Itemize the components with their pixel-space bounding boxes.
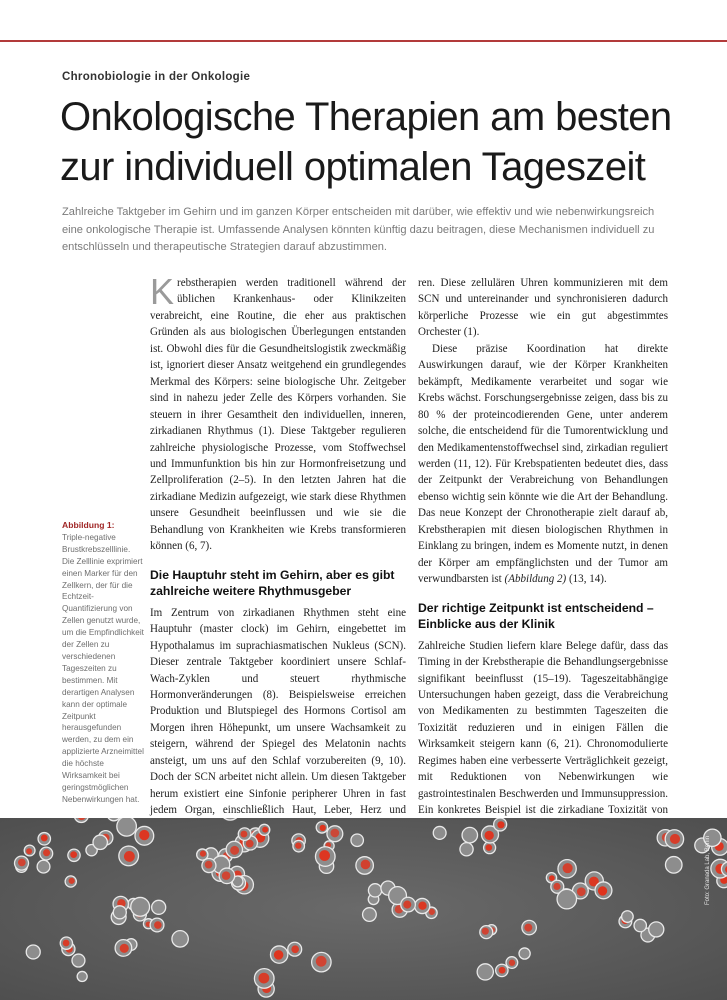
cell <box>93 835 107 849</box>
cell-nucleus <box>154 921 162 929</box>
cell-nucleus <box>598 886 607 895</box>
lead-paragraph: Zahlreiche Taktgeber im Gehirn und im ganzen Körper entscheiden mit darüber, wie effektiv und wie nebenwirkungsreich eine onkologische Therapie ist. Umfassende Analysen könnten künftig dazu beitragen, diese Mechanismen individuell zu entschlüsseln und therapeutische Strategien darauf abzustimmen. <box>62 206 655 254</box>
cell-nucleus <box>43 849 50 856</box>
article-title <box>60 92 700 192</box>
cell <box>363 908 377 922</box>
cell-nucleus <box>320 825 326 831</box>
cell <box>152 900 166 914</box>
cell-nucleus <box>577 887 586 896</box>
cell-nucleus <box>222 871 231 880</box>
figure-reference: (Abbildung 2) <box>504 573 567 586</box>
cell <box>77 971 87 981</box>
cell <box>519 948 530 959</box>
col2-paragraph-1: ren. Diese zellulären Uhren kommunizieren mit dem SCN und untereinander und synchronisieren dadurch körperliche Prozesse wie ein gut abgestimmtes Orchester (1). <box>418 277 668 339</box>
cell <box>351 834 363 846</box>
title-line-1: Onkologische Therapien am besten <box>60 95 672 139</box>
cell-nucleus <box>316 956 327 967</box>
cell <box>26 945 40 959</box>
cell-nucleus <box>63 940 70 947</box>
figure-caption <box>62 520 144 806</box>
subheading-hauptuhr: Die Hauptuhr steht im Gehirn, aber es gibt zahlreiche weitere Rhythmusgeber <box>150 567 395 598</box>
cell <box>172 931 188 947</box>
cell <box>113 906 126 919</box>
body-column-1 <box>150 271 406 852</box>
title-line-2: zur individuell optimalen Tageszeit <box>60 145 646 189</box>
cell-nucleus <box>240 831 247 838</box>
cell-nucleus <box>524 924 532 932</box>
cell <box>117 818 137 836</box>
cell-nucleus <box>200 851 206 857</box>
cell <box>72 954 85 967</box>
cell-nucleus <box>18 859 26 867</box>
col1-paragraph-1 <box>150 271 406 555</box>
cell-nucleus <box>330 829 339 838</box>
kicker: Chronobiologie in der Onkologie <box>62 71 251 83</box>
cell <box>622 911 634 923</box>
cell <box>665 857 682 874</box>
cell-nucleus <box>291 945 299 953</box>
caption-text: Triple-negative Brustkrebszelllinie. Die Zelllinie exprimiert einen Marker für den Zellkern, der für die Echtzeit-Quantifizierung von Zellen genutzt wurde, um die Empfindlichkeit der Zellen zu verschiedenen Tageszeiten zu bestimmen. Mit derartigen Analysen kann der optimale Zeitpunkt herausgefunden werden, zu dem ein applizierte Arzneimittel die höchste Wirksamkeit bei geringstmöglichen Nebenwirkungen hat. <box>62 532 144 804</box>
col2-p2-refs: (13, 14). <box>568 573 607 586</box>
cell-nucleus <box>230 846 239 855</box>
cell-nucleus <box>509 960 515 966</box>
cell-nucleus <box>486 844 493 851</box>
col2-paragraph-2 <box>418 341 668 588</box>
cell-nucleus <box>69 878 75 884</box>
cell-nucleus <box>403 901 411 909</box>
col1-p1-text: rebstherapien werden traditionell während der üblichen Krankenhaus- oder Klinikzeiten verabreicht, eine Routine, die eher aus praktischen Gründen als aus biologischen Überlegungen entstanden ist. Obwohl dies für die Gesundheitslogistik zweckmäßig ist, ignoriert dieser Ansatz weitgehend ein grundlegendes Merkmal des Körpers: seine biologische Uhr. Zeitgeber sind in nahezu jeder Zelle des Körpers vorhanden. Sie steuern in ihrer Gesamtheit den individuellen, inneren, zirkadianen Rhythmus (1). Diese Taktgeber regulieren zahlreiche physiologische Prozesse, vom Stoffwechsel und Immunfunktion bis hin zur Hormonfreisetzung und Zellproliferation (2–5). In den letzten Jahren hat die zirkadiane Medizin aufgezeigt, wie stark diese Rhythmen unsere Gesundheit beeinflussen und wie sie die Behandlung von Krankheiten wie Krebs transformieren können (6, 7). <box>150 277 406 553</box>
cell <box>634 919 646 931</box>
cell-nucleus <box>670 834 680 844</box>
cell-nucleus <box>563 863 573 873</box>
photo-credit: Foto: Granada Lab, Berlin <box>705 835 711 905</box>
cell-nucleus <box>418 902 426 910</box>
cell-nucleus <box>124 851 135 862</box>
col2-paragraph-3: Zahlreiche Studien liefern klare Belege dafür, dass das Timing in der Krebstherapie die Behandlungsergebnisse signifikant beeinflusst (15–19). Tageszeitabhängige Untersuchungen haben gezeigt, dass die Verabreichung von Medikamenten zu bestimmten Tageszeiten die Toxizität reduzieren und in einigen Fällen die Wirksamkeit steigern kann (6, 21). Chronomodulierte Regimes haben eine verbesserte Verträglichkeit gezeigt, mit Reduktionen von Nebenwirkungen wie gastrointestinalen Beschwerden und Immunsuppression. Ein konkretes Beispiel ist die zirkadiane Toxizität von <box>418 639 668 817</box>
body-column-2 <box>418 275 668 852</box>
microscopy-image <box>0 818 727 1000</box>
image-background <box>0 818 727 1000</box>
cell-nucleus <box>553 883 560 890</box>
cell-nucleus <box>429 909 435 915</box>
caption-label: Abbildung 1: <box>62 520 115 530</box>
top-rule <box>0 40 727 42</box>
cell-nucleus <box>262 827 268 833</box>
cell-nucleus <box>246 840 254 848</box>
cell <box>557 889 576 908</box>
cell-nucleus <box>70 851 77 858</box>
cell-nucleus <box>41 835 48 842</box>
cell-nucleus <box>295 842 301 848</box>
cell-nucleus <box>139 830 149 840</box>
cell-nucleus <box>482 928 489 935</box>
col1-paragraph-2: Im Zentrum von zirkadianen Rhythmen steht eine Hauptuhr (master clock) im Gehirn, eingebettet im Hypothalamus im suprachiasmatischen Nukleus (SCN). Dieser zentrale Taktgeber koordiniert unsere Schlaf-Wach-Zyklen und steuert rhythmische Hormonveränderungen (8). Beispielsweise erreichen Produktion und Blutspiegel des Hormons Cortisol am Morgen ihren Höhepunkt, um unsere Wachsamkeit zu steigern, während der Spiegel des Melatonin nachts ansteigt, um uns auf den Schlaf vorzubereiten (9, 10). Doch der SCN arbeitet nicht allein. Um diesen Taktgeber herum existiert eine Sinfonie peripherer Uhren in fast jedem Organ, einschließlich Haut, Leber, Herz und <box>150 606 406 817</box>
cell-culture-illustration <box>0 818 727 1000</box>
cell <box>649 922 664 937</box>
col2-p2-text: Diese präzise Koordination hat direkte Auswirkungen darauf, wie der Körper Krankheiten bekämpft, Medikamente verarbeitet und sogar wie Krebs wächst. Forschungsergebnisse zeigen, dass bis zu 80 % der proteincodierenden Gene, unter anderem solche, die entscheidend für die Tumorentwicklung und den Medikamentenstoffwechsel sind, zirkadian reguliert werden (11, 12). Für Krebspatienten bedeutet dies, dass der Zeitpunkt der Verabreichung von Behandlungen ebenso wichtig sein könnte wie die Art der Behandlung. Das neue Konzept der Chronotherapie zielt darauf ab, Krebstherapien mit diesen biologischen Rhythmen in Einklang zu bringen, indem es Momente nutzt, in denen der Körper am empfänglichsten und der Tumor am verwundbarsten ist <box>418 342 668 586</box>
cell-nucleus <box>549 875 555 881</box>
cell-nucleus <box>499 967 506 974</box>
cell-nucleus <box>485 831 494 840</box>
cell <box>433 826 446 839</box>
cell <box>462 827 477 842</box>
cell-nucleus <box>361 860 371 870</box>
cell-nucleus <box>319 850 330 861</box>
cell-nucleus <box>120 944 129 953</box>
cell <box>477 964 493 980</box>
cell-nucleus <box>274 950 284 960</box>
drop-cap: K <box>150 271 175 312</box>
cell <box>131 897 150 916</box>
cell <box>368 884 381 897</box>
cell-nucleus <box>259 973 270 984</box>
cell-nucleus <box>497 821 504 828</box>
cell <box>460 843 473 856</box>
cell-nucleus <box>205 861 213 869</box>
cell-nucleus <box>26 848 32 854</box>
subheading-zeitpunkt: Der richtige Zeitpunkt ist entscheidend – Einblicke aus der Klinik <box>418 600 654 631</box>
cell <box>37 860 50 873</box>
